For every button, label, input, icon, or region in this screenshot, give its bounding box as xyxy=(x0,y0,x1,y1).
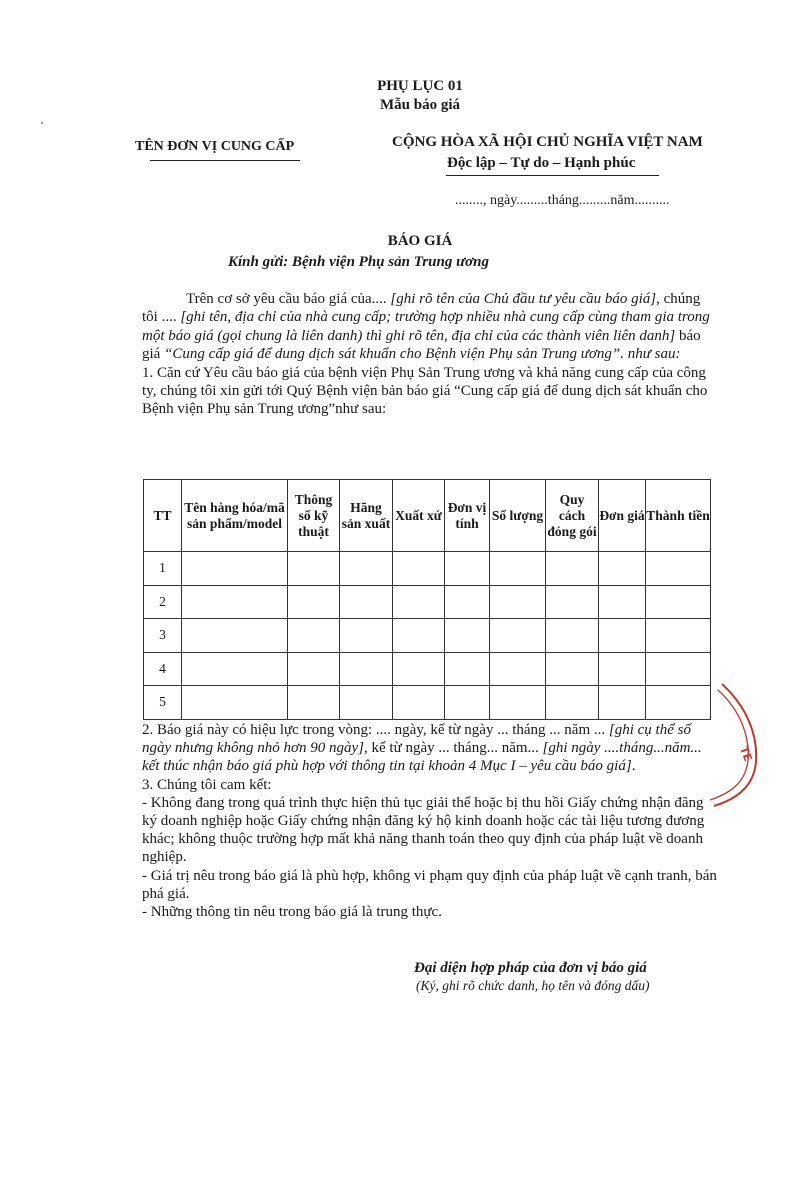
table-cell xyxy=(182,552,288,586)
table-cell xyxy=(546,585,599,619)
table-cell xyxy=(288,619,340,653)
republic-name: CỘNG HÒA XÃ HỘI CHỦ NGHĨA VIỆT NAM xyxy=(392,134,703,150)
table-cell xyxy=(182,652,288,686)
table-row xyxy=(144,552,711,586)
header-specs: Thông số kỹ thuật xyxy=(288,480,340,552)
signature-note: (Ký, ghi rõ chức danh, họ tên và đóng dấu) xyxy=(416,978,650,993)
table-cell xyxy=(599,686,646,720)
table-cell xyxy=(288,686,340,720)
table-row xyxy=(144,585,711,619)
intro-text-f: “Cung cấp giá để dung dịch sát khuẩn cho Bệnh viện Phụ sản Trung ương”. như sau: xyxy=(164,346,681,363)
intro-text-e: báo giá xyxy=(142,327,701,363)
table-cell xyxy=(340,686,393,720)
row-number: 3 xyxy=(144,619,182,653)
validity-text-d: [ghi ngày ....tháng...năm... kết thúc nhận báo giá phù hợp với thông tin tại khoản 4 Mục I – yêu cầu báo giá] xyxy=(142,740,702,775)
table-row xyxy=(144,652,711,686)
table-cell xyxy=(288,585,340,619)
table-cell xyxy=(546,686,599,720)
header-origin: Xuất xứ xyxy=(393,480,445,552)
row-number: 1 xyxy=(144,552,182,586)
table-cell xyxy=(646,585,711,619)
table-cell xyxy=(445,552,490,586)
svg-text:TE: TE xyxy=(737,744,755,764)
document-title: BÁO GIÁ xyxy=(387,233,453,249)
table-cell xyxy=(599,552,646,586)
row-number: 2 xyxy=(144,585,182,619)
table-cell xyxy=(445,686,490,720)
validity-text-e: . xyxy=(631,758,636,775)
table-cell xyxy=(182,585,288,619)
date-line: ........, ngày.........tháng.........năm.......... xyxy=(455,193,670,208)
header-packaging: Quy cách đóng gói xyxy=(546,480,599,552)
intro-text-c: chúng tôi .... xyxy=(142,291,701,326)
table-cell xyxy=(546,552,599,586)
supplier-underline xyxy=(150,160,300,161)
validity-paragraph xyxy=(142,721,717,776)
table-cell xyxy=(182,686,288,720)
appendix-title: PHỤ LỤC 01 xyxy=(377,78,463,94)
table-cell xyxy=(490,619,546,653)
terms-section xyxy=(142,721,717,921)
validity-text-c: , kể từ ngày ... tháng... năm... xyxy=(364,740,543,757)
header-product-name: Tên hàng hóa/mã sản phẩm/model xyxy=(182,480,288,552)
table-cell xyxy=(288,552,340,586)
intro-text-d: [ghi tên, địa chỉ của nhà cung cấp; trường hợp nhiều nhà cung cấp cùng tham gia trong một báo giá (gọi chung là liên danh) thì ghi rõ tên, địa chỉ của các thành viên liên danh] xyxy=(142,309,710,344)
table-cell xyxy=(599,585,646,619)
table-cell xyxy=(445,585,490,619)
table-cell xyxy=(182,619,288,653)
validity-text-a: 2. Báo giá này có hiệu lực trong vòng: .... ngày, kể từ ngày ... tháng ... năm ... xyxy=(142,722,609,738)
table-cell xyxy=(490,552,546,586)
table-cell xyxy=(490,686,546,720)
table-cell xyxy=(599,619,646,653)
quotation-table xyxy=(143,479,711,720)
table-header-row xyxy=(144,480,711,552)
row-number: 5 xyxy=(144,686,182,720)
red-stamp-fragment-icon xyxy=(700,680,795,820)
basis-paragraph: 1. Căn cứ Yêu cầu báo giá của bệnh viện Phụ Sản Trung ương và khả năng cung cấp của công ty, chúng tôi xin gửi tới Quý Bệnh viện bản báo giá “Cung cấp giá để dung dịch sát khuẩn cho Bệnh viện Phụ sản Trung ương”như sau: xyxy=(142,364,708,418)
header-quantity: Số lượng xyxy=(490,480,546,552)
table-cell xyxy=(288,652,340,686)
validity-text-b: [ghi cụ thể số ngày nhưng không nhỏ hơn 90 ngày] xyxy=(142,722,691,757)
table-row xyxy=(144,619,711,653)
table-cell xyxy=(393,585,445,619)
commitment-item: - Giá trị nêu trong báo giá là phù hợp, không vi phạm quy định của pháp luật về cạnh tranh, bán phá giá. xyxy=(142,867,717,902)
table-cell xyxy=(340,585,393,619)
table-cell xyxy=(646,552,711,586)
commitment-item: - Những thông tin nêu trong báo giá là trung thực. xyxy=(142,904,442,921)
signature-title: Đại diện hợp pháp của đơn vị báo giá xyxy=(414,960,647,976)
table-cell xyxy=(393,619,445,653)
table-cell xyxy=(646,619,711,653)
header-tt: TT xyxy=(144,480,182,552)
national-motto: Độc lập – Tự do – Hạnh phúc xyxy=(447,155,636,171)
table-cell xyxy=(340,619,393,653)
table-cell xyxy=(546,652,599,686)
intro-text-b: [ghi rõ tên của Chủ đầu tư yêu cầu báo giá], xyxy=(390,291,660,307)
table-cell xyxy=(546,619,599,653)
header-manufacturer: Hãng sản xuất xyxy=(340,480,393,552)
header-unit-price: Đơn giá xyxy=(599,480,646,552)
row-number: 4 xyxy=(144,652,182,686)
table-cell xyxy=(340,652,393,686)
table-cell xyxy=(445,619,490,653)
table-cell xyxy=(490,652,546,686)
commitment-heading: 3. Chúng tôi cam kết: xyxy=(142,776,272,793)
table-cell xyxy=(393,552,445,586)
appendix-subtitle: Mẫu báo giá xyxy=(379,97,460,113)
table-cell xyxy=(599,652,646,686)
table-row xyxy=(144,686,711,720)
scan-speck xyxy=(41,122,43,124)
header-unit: Đơn vị tính xyxy=(445,480,490,552)
table-cell xyxy=(340,552,393,586)
table-cell xyxy=(490,585,546,619)
intro-text-a: Trên cơ sở yêu cầu báo giá của.... xyxy=(186,291,391,307)
table-cell xyxy=(393,652,445,686)
intro-section xyxy=(142,290,714,419)
table-cell xyxy=(445,652,490,686)
supplier-label: TÊN ĐƠN VỊ CUNG CẤP xyxy=(135,139,295,154)
header-amount: Thành tiền xyxy=(646,480,711,552)
intro-paragraph xyxy=(142,290,714,364)
commitment-item: - Không đang trong quá trình thực hiện thủ tục giải thể hoặc bị thu hồi Giấy chứng nhận đăng ký doanh nghiệp hoặc Giấy chứng nhận đăng ký hộ kinh doanh hoặc các tài liệu tương đương khác; không thuộc trường hợp mất khả năng thanh toán theo quy định của pháp luật về doanh nghiệp. xyxy=(142,794,705,866)
recipient-line: Kính gửi: Bệnh viện Phụ sản Trung ương xyxy=(228,254,489,270)
motto-underline xyxy=(446,175,659,176)
table-cell xyxy=(393,686,445,720)
